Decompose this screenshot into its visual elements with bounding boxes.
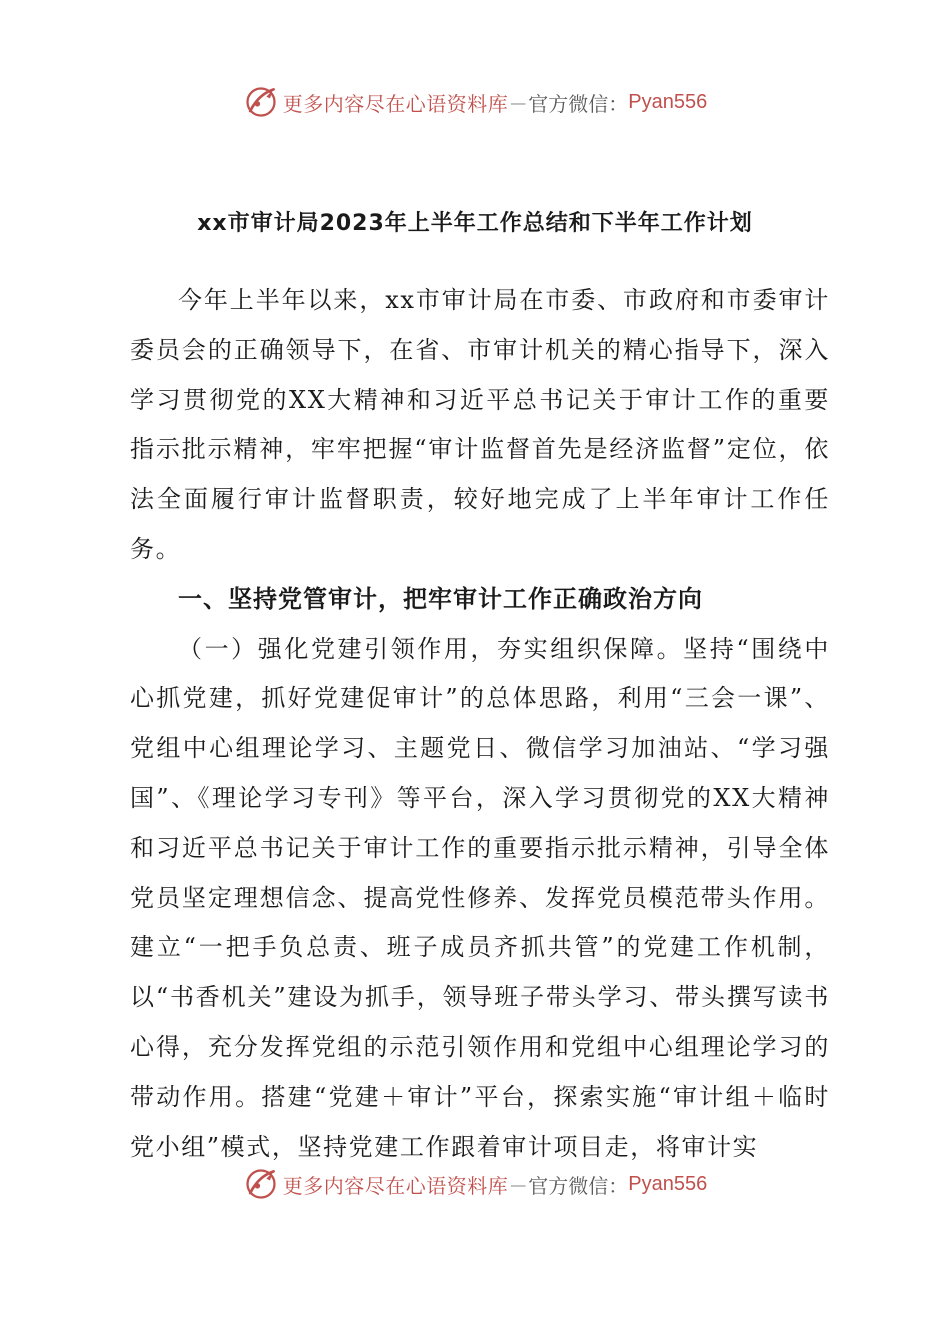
banner-text: 更多内容尽在心语资料库 — [282, 1173, 509, 1198]
pen-logo-icon — [243, 84, 279, 120]
banner-wechat-id: Pyan556 — [628, 1172, 708, 1195]
banner-dash: — — [510, 92, 527, 112]
banner-label: 官方微信： — [528, 1173, 629, 1198]
pen-logo-icon — [243, 1166, 279, 1202]
section-heading: 一、坚持党管审计，把牢审计工作正确政治方向 — [178, 584, 703, 613]
body-paragraph: （一）强化党建引领作用，夯实组织保障。坚持“围绕中心抓党建，抓好党建促审计”的总体思路，利用“三会一课”、党组中心组理论学习、主题党日、微信学习加油站、“学习强国”、《理论学习专刊》等平台，深入学习贯彻党的XX大精神和习近平总书记关于审计工作的重要指示批示精神，引导全体党员坚定理想信念、提高党性修养、发挥党员模范带头作用。建立“一把手负总责、班子成员齐抓共管”的党建工作机制，以“书香机关”建设为抓手，领导班子带头学习、带头撰写读书心得，充分发挥党组的示范引领作用和党组中心组理论学习的带动作用。搭建“党建＋审计”平台，探索实施“审计组＋临时党小组”模式，坚持党建工作跟着审计项目走，将审计实 — [130, 634, 830, 1161]
banner-text: 更多内容尽在心语资料库 — [282, 91, 509, 116]
banner-label: 官方微信： — [528, 91, 629, 116]
footer-banner — [0, 1164, 950, 1204]
document-title: xx市审计局2023年上半年工作总结和下半年工作计划 — [197, 211, 753, 236]
banner-wechat-id: Pyan556 — [628, 90, 708, 113]
document-body — [130, 276, 830, 1172]
banner-dash: — — [510, 1174, 527, 1194]
intro-paragraph: 今年上半年以来，xx市审计局在市委、市政府和市委审计委员会的正确领导下，在省、市审计机关的精心指导下，深入学习贯彻党的XX大精神和习近平总书记关于审计工作的重要指示批示精神，牢牢把握“审计监督首先是经济监督”定位，依法全面履行审计监督职责，较好地完成了上半年审计工作任务。 — [130, 286, 830, 563]
header-banner — [0, 82, 950, 122]
